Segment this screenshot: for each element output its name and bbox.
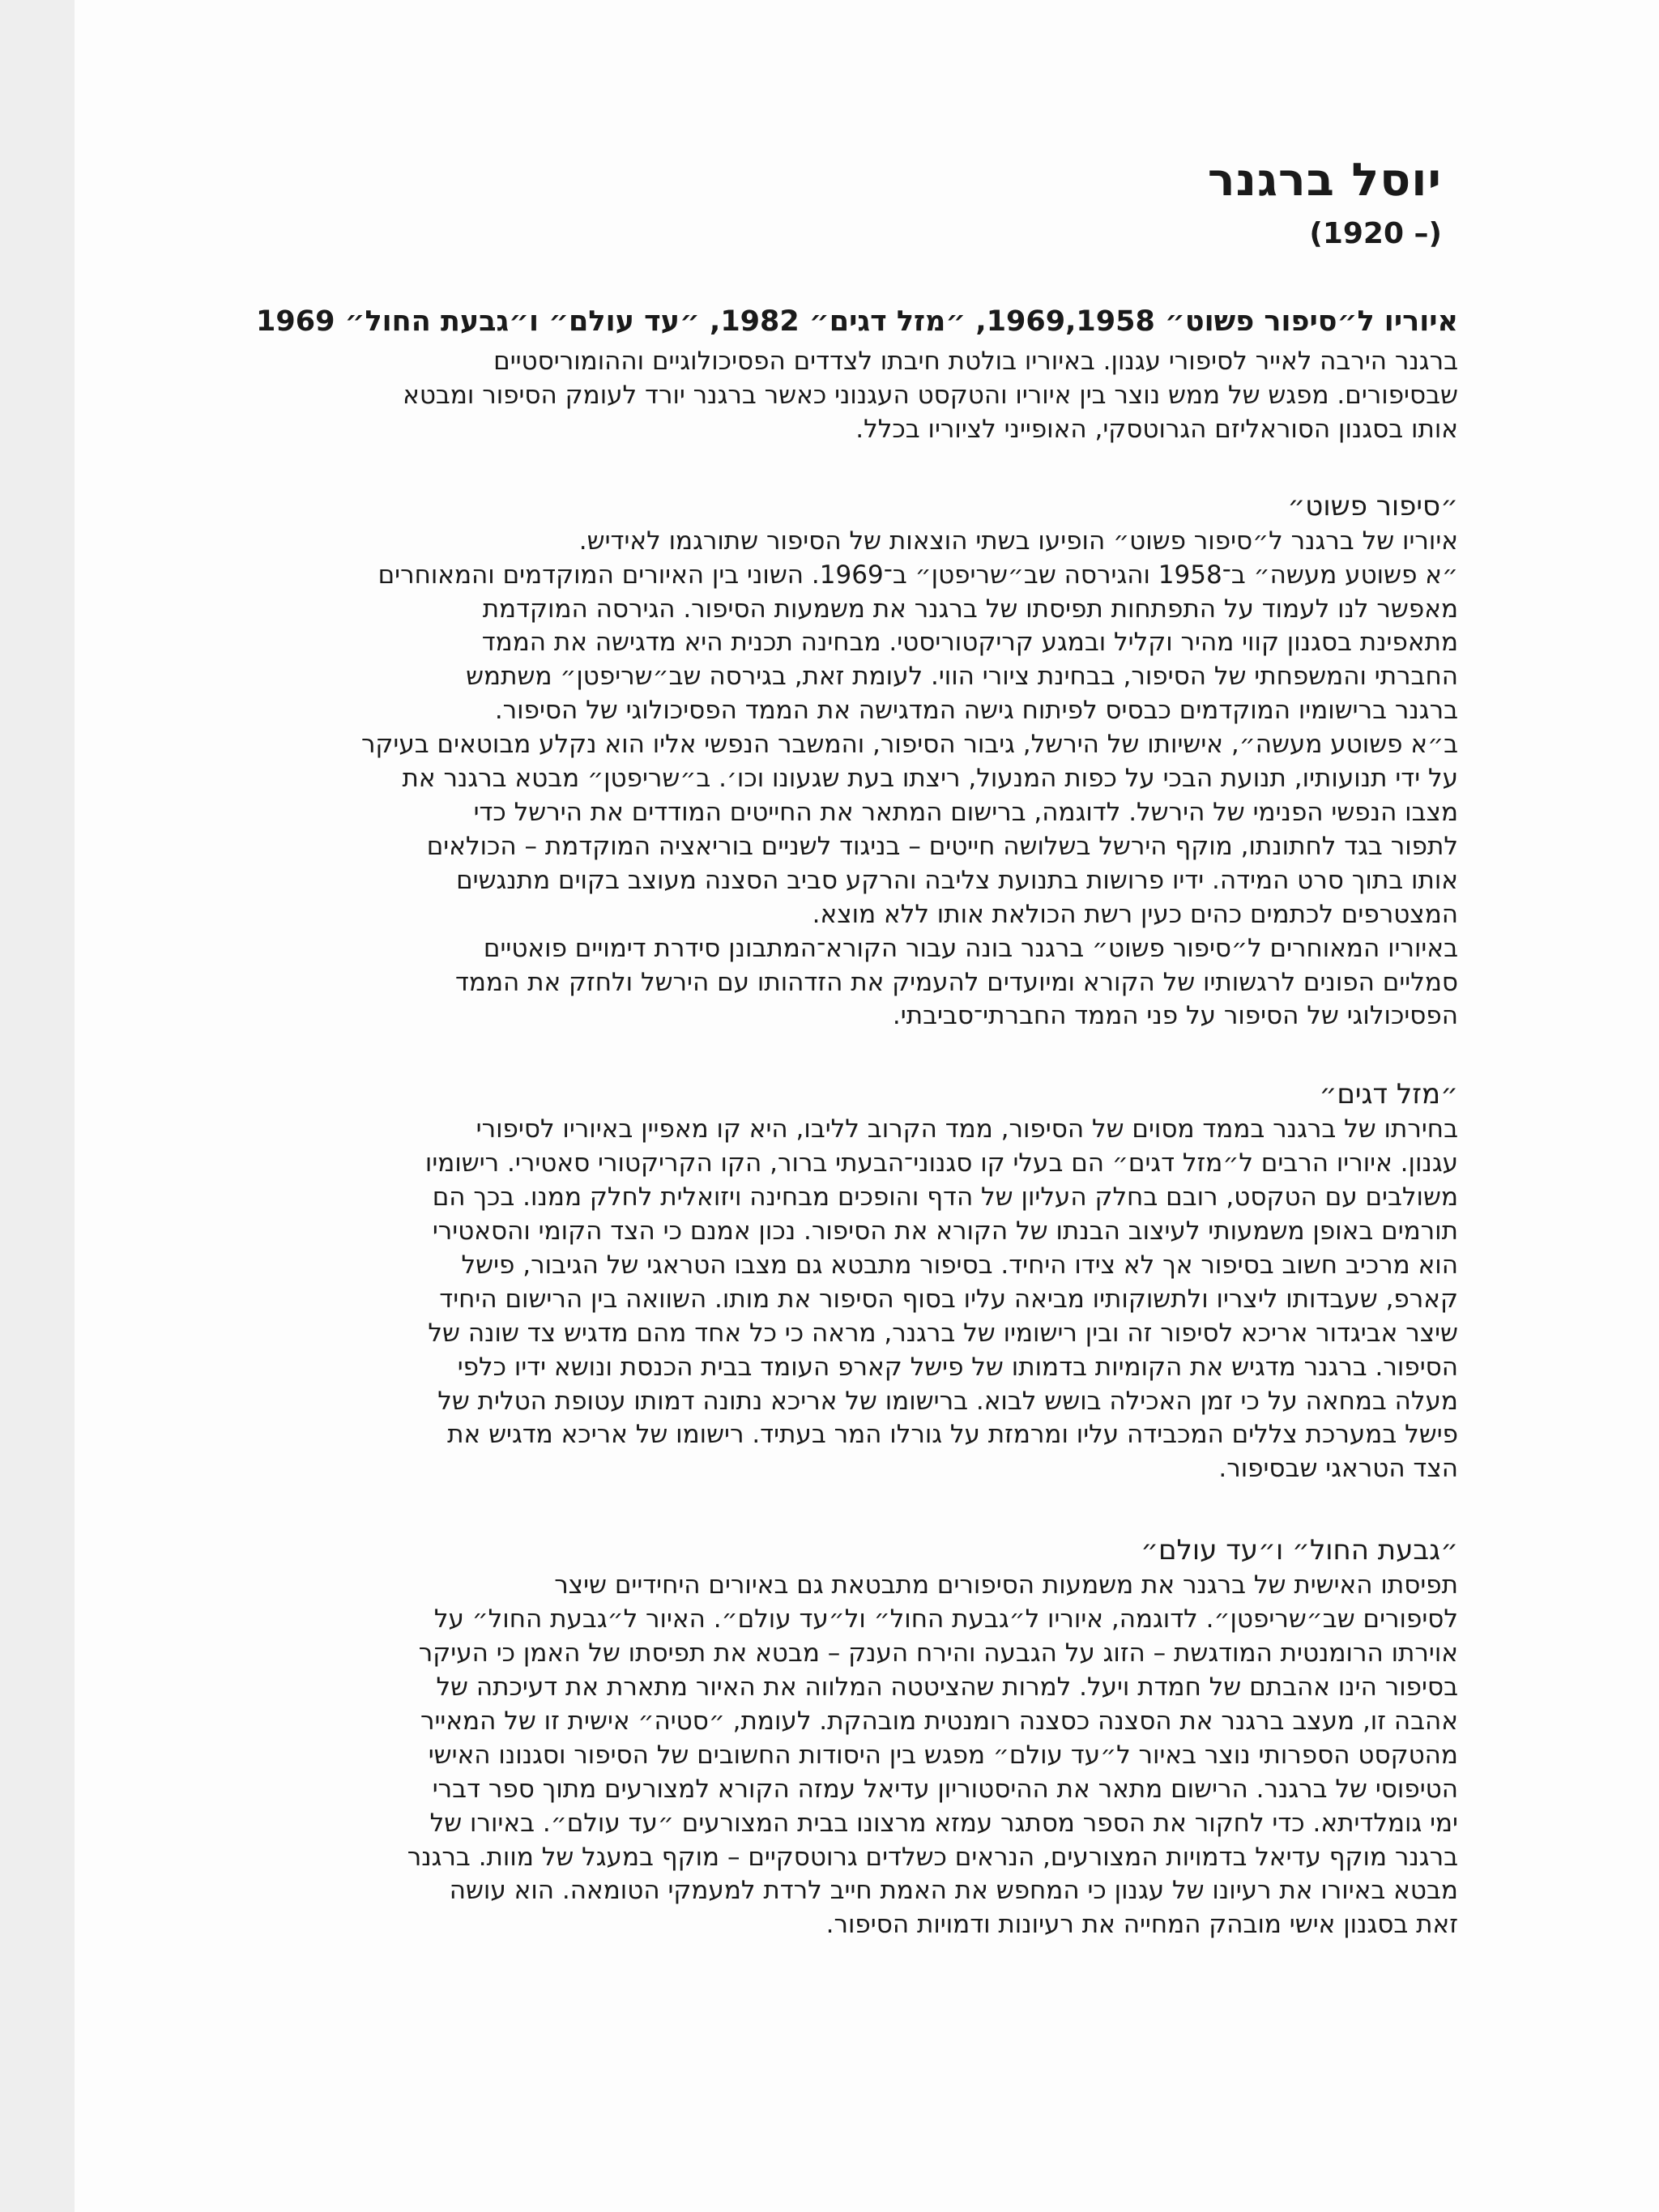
text-line: עגנון. איוריו הרבים ל״מזל דגים״ הם בעלי קו סגנוני־הבעתי ברור, הקו הקריקטורי סאטירי. רישומיו bbox=[424, 1149, 1458, 1178]
text-line: ״א פשוטע מעשה״ ב־1958 והגירסה שב״שריפטן״ ב־1969. השוני בין האיורים המוקדמים והמאוחרים bbox=[377, 560, 1458, 590]
text-line: אותו בתוך סרט המידה. ידיו פרושות בתנועת צליבה והרקע סביב הסצנה מעוצב בקוים מתנגשים bbox=[456, 865, 1458, 895]
text-line: שיצר אביגדור אריכא לסיפור זה ובין רישומיו של ברגנר, מראה כי כל אחד מהם מדגיש צד שונה של bbox=[428, 1318, 1458, 1348]
intro-lead: איוריו ל״סיפור פשוט״ 1969,1958, ״מזל דגים״ 1982, ״עד עולם״ ו״גבעת החול״ 1969 bbox=[256, 305, 1458, 338]
text-line: סמליים הפונים לרגשותיו של הקורא ומיועדים להעמיק את הזדהותו עם הירשל ולחזק את הממד bbox=[454, 967, 1458, 997]
text-line: מאפשר לנו לעמוד על התפתחות תפיסתו של ברגנר את משמעות הסיפור. הגירסה המוקדמת bbox=[482, 594, 1458, 624]
section-heading: ״סיפור פשוט״ bbox=[1287, 489, 1458, 522]
section-heading: ״מזל דגים״ bbox=[1319, 1078, 1458, 1111]
text-line: שבסיפורים. מפגש של ממש נוצר בין איוריו והטקסט העגנוני כאשר ברגנר יורד לעומק הסיפור ומבטא bbox=[403, 380, 1458, 410]
scan-margin bbox=[0, 0, 75, 2212]
text-line: על ידי תנועותיו, תנועת הבכי על כפות המנעול, ריצתו בעת שגעונו וכו׳. ב״שריפטן״ מבטא ברגנר את bbox=[402, 764, 1458, 794]
document-page bbox=[203, 0, 1458, 2212]
text-line: מצבו הנפשי הפנימי של הירשל. לדוגמה, ברישום המתאר את החייטים המודדים את הירשל כדי bbox=[473, 797, 1458, 827]
text-line: לתפור בגד לחתונתו, מוקף הירשל בשלושה חייטים – בניגוד לשניים בוריאציה המוקדמת – הכולאים bbox=[426, 831, 1458, 861]
text-line: פישל במערכת צללים המכבידה עליו ומרמזת על גורלו המר בעתיד. רישומו של אריכא מדגיש את bbox=[447, 1420, 1458, 1450]
text-line: אותו בסגנון הסוראליזם הגרוטסקי, האופייני לציוריו בכלל. bbox=[855, 414, 1458, 444]
text-line: הצד הטראגי שבסיפור. bbox=[1218, 1454, 1458, 1484]
text-line: הוא מרכיב חשוב בסיפור אך לא צידו היחיד. בסיפור מתבטא גם מצבו הטראגי של הגיבור, פישל bbox=[461, 1250, 1458, 1280]
text-line: החברתי והמשפחתי של הסיפור, בבחינת ציורי הווי. לעומת זאת, בגירסה שב״שריפטן״ משתמש bbox=[466, 662, 1458, 692]
page-title: יוסל ברגנר bbox=[1207, 154, 1442, 207]
text-line: איוריו של ברגנר ל״סיפור פשוט״ הופיעו בשתי הוצאות של הסיפור שתורגמו לאידיש. bbox=[578, 526, 1458, 556]
text-line: בחירתו של ברגנר בממד מסוים של הסיפור, ממד הקרוב לליבו, היא קו מאפיין באיוריו לסיפורי bbox=[476, 1115, 1458, 1144]
section-heading: ״גבעת החול״ ו״עד עולם״ bbox=[1141, 1534, 1458, 1567]
text-line: באיוריו המאוחרים ל״סיפור פשוט״ ברגנר בונה עבור הקורא־המתבונן סידרת דימויים פואטיים bbox=[483, 933, 1458, 963]
article-header bbox=[1208, 152, 1442, 253]
text-line: זאת בסגנון אישי מובהק המחייה את רעיונות ודמויות הסיפור. bbox=[825, 1910, 1458, 1940]
section-sand-hill bbox=[207, 1532, 1458, 1942]
text-line: תורמים באופן משמעותי לעיצוב הבנתו של הקורא את הסיפור. נכון אמנם כי הצד הקומי והסאטירי bbox=[432, 1217, 1458, 1247]
section-simple-story bbox=[207, 488, 1458, 1034]
text-line: אוירתו הרומנטית המודגשת – הזוג על הגבעה והירח הענק – מבטא את תפיסתו של האמן כי העיקר bbox=[418, 1639, 1458, 1669]
text-line: משולבים עם הטקסט, רובם בחלק העליון של הדף והופכים מבחינה ויזואלית לחלק ממנו. בכך הם bbox=[432, 1183, 1458, 1213]
text-line: הפסיכולוגי של הסיפור על פני הממד החברתי־סביבתי. bbox=[892, 1001, 1458, 1031]
text-line: ברגנר מוקף עדיאל בדמויות המצורעים, הנראים כשלדים גרוטסקיים – מוקף במעגל של מוות. ברגנר bbox=[407, 1842, 1458, 1872]
text-line: מעלה במחאה על כי זמן האכילה בושש לבוא. ברישומו של אריכא נתונה דמותו עטופת הטלית של bbox=[437, 1386, 1458, 1416]
text-line: הטיפוסי של ברגנר. הרישום מתאר את ההיסטוריון עדיאל עמזה הקורא למצורעים מתוך ספר דברי bbox=[432, 1774, 1458, 1804]
artist-years: (1920 –) bbox=[1309, 217, 1442, 250]
text-line: תפיסתו האישית של ברגנר את משמעות הסיפורים מתבטאת גם באיורים היחידיים שיצר bbox=[554, 1571, 1458, 1600]
text-line: ימי גומלדיתא. כדי לחקור את הספר מסתגר עמזא מרצונו בבית המצורעים ״עד עולם״. באיורו של bbox=[429, 1808, 1458, 1838]
text-line: מהטקסט הספרותי נוצר באיור ל״עד עולם״ מפגש בין היסודות החשובים של הסיפור וסגנונו האישי bbox=[428, 1740, 1458, 1770]
text-line: בסיפור הינו אהבתם של חמדת ויעל. למרות שהציטטה המלווה את האיור מתארת את דעיכתה של bbox=[436, 1673, 1458, 1702]
text-line: ב״א פשוטע מעשה״, אישיותו של הירשל, גיבור הסיפור, והמשבר הנפשי אליו הוא נקלע מבוטאים בעיקר bbox=[360, 730, 1458, 760]
text-line: ברגנר הירבה לאייר לסיפורי עגנון. באיוריו בולטת חיבתו לצדדים הפסיכולוגיים וההומוריסטיים bbox=[493, 347, 1458, 376]
text-line: הסיפור. ברגנר מדגיש את הקומיות בדמותו של פישל קארפ העומד בבית הכנסת ונושא ידיו כלפי bbox=[457, 1352, 1458, 1382]
text-line: אהבה זו, מעצב ברגנר את הסצנה כסצנה רומנטית מובהקת. לעומת, ״סטיה״ אישית זו של המאייר bbox=[420, 1706, 1458, 1736]
intro-block bbox=[207, 301, 1458, 447]
article-body bbox=[207, 301, 1458, 1942]
text-line: מתאפינת בסגנון קווי מהיר וקליל ובמגע קריקטוריסטי. מבחינה תכנית היא מדגישה את הממד bbox=[481, 628, 1458, 658]
text-line: קארפ, שעבדותו ליצריו ולתשוקותיו מביאה עליו בסוף הסיפור את מותו. השוואה בין הרישום היחיד bbox=[439, 1284, 1458, 1314]
section-pisces bbox=[207, 1076, 1458, 1486]
text-line: המצטרפים לכתמים כהים כעין רשת הכולאת אותו ללא מוצא. bbox=[812, 899, 1458, 929]
text-line: מבטא באיורו את רעיונו של עגנון כי המחפש את האמת חייב לרדת למעמקי הטומאה. הוא עושה bbox=[449, 1876, 1458, 1906]
text-line: ברגנר ברישומיו המוקדמים כבסיס לפיתוח גישה המדגישה את הממד הפסיכולוגי של הסיפור. bbox=[494, 696, 1458, 726]
text-line: לסיפורים שב״שריפטן״. לדוגמה, איוריו ל״גבעת החול״ ול״עד עולם״. האיור ל״גבעת החול״ על bbox=[433, 1605, 1458, 1634]
